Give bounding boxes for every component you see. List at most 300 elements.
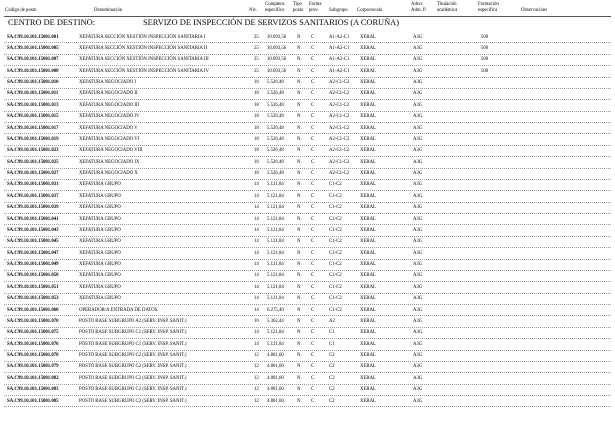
cell-niv: 18 bbox=[254, 91, 259, 97]
cell-adscr: A3G bbox=[413, 68, 423, 74]
cell-denominacion: POSTO BASE SUBGRUPO C2 (SERV. INSP. SANIT.) bbox=[79, 353, 187, 359]
cell-corpo: XERAL bbox=[360, 330, 376, 336]
table-row bbox=[4, 123, 611, 134]
table-row bbox=[4, 237, 611, 248]
cell-tipo: N bbox=[297, 91, 301, 97]
cell-subgrupo: A2 bbox=[329, 318, 335, 324]
cell-denominacion: XEFATURA NEGOCIADO X bbox=[79, 171, 138, 177]
cell-forma: C bbox=[311, 125, 315, 131]
cell-adscr: A3G bbox=[413, 364, 423, 370]
cell-complemento: 5.121,84 bbox=[267, 182, 284, 188]
cell-forma: C bbox=[311, 34, 315, 40]
cell-corpo: XERAL bbox=[360, 193, 376, 199]
cell-codigo: SA.C99.10.101.15001.041 bbox=[7, 216, 59, 222]
table-row bbox=[4, 214, 611, 225]
cell-complemento: 5.121,84 bbox=[267, 273, 284, 279]
cell-codigo: SA.C99.10.101.15001.050 bbox=[7, 273, 59, 279]
cell-codigo: SA.C99.10.101.15001.031 bbox=[7, 182, 59, 188]
cell-corpo: XERAL bbox=[360, 284, 376, 290]
cell-complemento: 5.526,48 bbox=[267, 159, 284, 165]
cell-subgrupo: C2 bbox=[329, 375, 335, 381]
cell-denominacion: XEFATURA NEGOCIADO V bbox=[79, 125, 138, 131]
cell-adscr: A3G bbox=[413, 307, 423, 313]
table-row bbox=[4, 260, 611, 271]
cell-complemento: 5.121,84 bbox=[267, 284, 284, 290]
cell-forma: C bbox=[311, 227, 315, 233]
cell-subgrupo: C1-C2 bbox=[329, 273, 342, 279]
cell-denominacion: POSTO BASE SUBGRUPO C1 (SERV. INSP. SANIT.) bbox=[79, 341, 187, 347]
cell-adscr: A3G bbox=[413, 148, 423, 154]
header-tipo-line2: posto bbox=[293, 8, 304, 13]
cell-niv: 14 bbox=[254, 205, 259, 211]
cell-corpo: XERAL bbox=[360, 182, 376, 188]
cell-adscr: A3G bbox=[413, 80, 423, 86]
cell-tipo: N bbox=[297, 239, 301, 245]
cell-subgrupo: A1-A2-C1 bbox=[329, 34, 350, 40]
cell-codigo: SA.C99.10.101.15001.049 bbox=[7, 262, 59, 268]
cell-denominacion: OPERADOR/A ENTRADA DE DATOS bbox=[79, 307, 158, 313]
cell-corpo: XERAL bbox=[360, 273, 376, 279]
cell-tipo: N bbox=[297, 125, 301, 131]
cell-complemento: 5.526,48 bbox=[267, 91, 284, 97]
centro-de-destino bbox=[4, 18, 611, 30]
cell-adscr: A3G bbox=[413, 159, 423, 165]
cell-adscr: A3G bbox=[413, 45, 423, 51]
cell-tipo: N bbox=[297, 57, 301, 63]
cell-niv: 14 bbox=[254, 239, 259, 245]
header-codigo: Código de posto bbox=[5, 8, 37, 13]
cell-tipo: N bbox=[297, 68, 301, 74]
cell-niv: 25 bbox=[254, 34, 259, 40]
cell-niv: 14 bbox=[254, 216, 259, 222]
cell-corpo: XERAL bbox=[360, 250, 376, 256]
cell-tipo: N bbox=[297, 273, 301, 279]
cell-tipo: N bbox=[297, 34, 301, 40]
cell-denominacion: XEFATURA GRUPO bbox=[79, 182, 121, 188]
cell-forma: C bbox=[311, 262, 315, 268]
cell-denominacion: XEFATURA NEGOCIADO VI bbox=[79, 136, 140, 142]
cell-codigo: SA.C99.10.101.15001.008 bbox=[7, 68, 59, 74]
cell-formacion: 500 bbox=[481, 57, 489, 63]
cell-codigo: SA.C99.10.101.15001.025 bbox=[7, 159, 59, 165]
cell-corpo: XERAL bbox=[360, 45, 376, 51]
cell-codigo: SA.C99.10.101.15001.037 bbox=[7, 193, 59, 199]
cell-denominacion: XEFATURA GRUPO bbox=[79, 296, 121, 302]
cell-corpo: XERAL bbox=[360, 387, 376, 393]
cell-adscr: A3G bbox=[413, 341, 423, 347]
cell-subgrupo: C2 bbox=[329, 387, 335, 393]
cell-niv: 14 bbox=[254, 296, 259, 302]
table-row bbox=[4, 203, 611, 214]
cell-complemento: 4.881,60 bbox=[267, 398, 284, 404]
table-header bbox=[0, 0, 615, 17]
cell-niv: 12 bbox=[254, 398, 259, 404]
cell-codigo: SA.C99.10.101.15001.085 bbox=[7, 398, 59, 404]
cell-corpo: XERAL bbox=[360, 296, 376, 302]
cell-denominacion: XEFATURA GRUPO bbox=[79, 216, 121, 222]
cell-adscr: A3G bbox=[413, 102, 423, 108]
cell-tipo: N bbox=[297, 159, 301, 165]
cell-corpo: XERAL bbox=[360, 68, 376, 74]
cell-subgrupo: A2-C1-C2 bbox=[329, 171, 350, 177]
cell-niv: 14 bbox=[254, 330, 259, 336]
cell-subgrupo: C1-C2 bbox=[329, 250, 342, 256]
cell-forma: C bbox=[311, 239, 315, 245]
cell-niv: 25 bbox=[254, 45, 259, 51]
cell-subgrupo: C1-C2 bbox=[329, 284, 342, 290]
cell-denominacion: POSTO BASE SUBGRUPO C2 (SERV. INSP. SANIT.) bbox=[79, 398, 187, 404]
cell-subgrupo: A1-A2-C1 bbox=[329, 45, 350, 51]
cell-tipo: N bbox=[297, 80, 301, 86]
cell-denominacion: XEFATURA NEGOCIADO III bbox=[79, 102, 140, 108]
cell-corpo: XERAL bbox=[360, 216, 376, 222]
cell-complemento: 5.526,48 bbox=[267, 136, 284, 142]
cell-denominacion: XEFATURA SECCIÓN XESTIÓN INSPECCIÓN SANITARIA II bbox=[79, 45, 208, 51]
cell-denominacion: POSTO BASE SUBGRUPO C2 (SERV. INSP. SANIT.) bbox=[79, 364, 187, 370]
cell-complemento: 5.121,84 bbox=[267, 205, 284, 211]
cell-corpo: XERAL bbox=[360, 262, 376, 268]
cell-adscr: A3G bbox=[413, 114, 423, 120]
cell-forma: C bbox=[311, 364, 315, 370]
cell-denominacion: XEFATURA GRUPO bbox=[79, 273, 121, 279]
cell-complemento: 5.121,84 bbox=[267, 296, 284, 302]
cell-forma: C bbox=[311, 398, 315, 404]
header-forma-line1: Forma bbox=[309, 2, 322, 7]
header-forma-line2: prov. bbox=[309, 8, 319, 13]
cell-tipo: N bbox=[297, 216, 301, 222]
table-body bbox=[4, 32, 611, 407]
table-row bbox=[4, 373, 611, 384]
header-denominacion: Denominación bbox=[94, 8, 123, 13]
cell-forma: C bbox=[311, 136, 315, 142]
cell-adscr: A3G bbox=[413, 136, 423, 142]
header-titulacion-line1: Titulación bbox=[437, 2, 457, 7]
cell-niv: 25 bbox=[254, 57, 259, 63]
cell-niv: 14 bbox=[254, 227, 259, 233]
cell-adscr: A3G bbox=[413, 205, 423, 211]
cell-formacion: 500 bbox=[481, 68, 489, 74]
table-row bbox=[4, 351, 611, 362]
cell-tipo: N bbox=[297, 148, 301, 154]
cell-complemento: 5.121,84 bbox=[267, 239, 284, 245]
cell-complemento: 5.121,84 bbox=[267, 193, 284, 199]
cell-tipo: N bbox=[297, 364, 301, 370]
cell-forma: C bbox=[311, 91, 315, 97]
cell-subgrupo: A2-C1-C2 bbox=[329, 159, 350, 165]
table-row bbox=[4, 180, 611, 191]
cell-forma: C bbox=[311, 387, 315, 393]
cell-denominacion: POSTO BASE SUBGRUPO C2 (SERV. INSP. SANIT.) bbox=[79, 387, 187, 393]
cell-codigo: SA.C99.10.101.15001.019 bbox=[7, 136, 59, 142]
cell-corpo: XERAL bbox=[360, 171, 376, 177]
cell-forma: C bbox=[311, 375, 315, 381]
cell-corpo: XERAL bbox=[360, 318, 376, 324]
cell-niv: 14 bbox=[254, 284, 259, 290]
cell-subgrupo: C1-C2 bbox=[329, 216, 342, 222]
cell-niv: 25 bbox=[254, 68, 259, 74]
cell-corpo: XERAL bbox=[360, 136, 376, 142]
cell-codigo: SA.C99.10.101.15001.078 bbox=[7, 353, 59, 359]
cell-subgrupo: A2-C1-C2 bbox=[329, 114, 350, 120]
table-row bbox=[4, 362, 611, 373]
cell-tipo: N bbox=[297, 387, 301, 393]
cell-complemento: 5.526,48 bbox=[267, 148, 284, 154]
cell-niv: 14 bbox=[254, 273, 259, 279]
cell-codigo: SA.C99.10.101.15001.023 bbox=[7, 148, 59, 154]
cell-codigo: SA.C99.10.101.15001.011 bbox=[7, 91, 59, 97]
cell-subgrupo: C1 bbox=[329, 330, 335, 336]
cell-tipo: N bbox=[297, 182, 301, 188]
cell-niv: 12 bbox=[254, 353, 259, 359]
cell-complemento: 10.093,56 bbox=[267, 57, 287, 63]
cell-niv: 18 bbox=[254, 171, 259, 177]
cell-tipo: N bbox=[297, 375, 301, 381]
cell-adscr: A3G bbox=[413, 91, 423, 97]
cell-codigo: SA.C99.10.101.15001.010 bbox=[7, 80, 59, 86]
header-complemento-line1: Complem. bbox=[265, 2, 286, 7]
table-row bbox=[4, 43, 611, 54]
cell-forma: C bbox=[311, 114, 315, 120]
cell-forma: C bbox=[311, 341, 315, 347]
cell-denominacion: XEFATURA GRUPO bbox=[79, 205, 121, 211]
centro-label: CENTRO DE DESTINO: bbox=[8, 18, 96, 27]
table-row bbox=[4, 271, 611, 282]
cell-tipo: N bbox=[297, 102, 301, 108]
header-observacions: Observacións bbox=[521, 8, 548, 13]
cell-niv: 18 bbox=[254, 80, 259, 86]
header-corpo: Corpo/escala bbox=[357, 8, 383, 13]
cell-tipo: N bbox=[297, 136, 301, 142]
cell-niv: 14 bbox=[254, 250, 259, 256]
cell-complemento: 10.093,56 bbox=[267, 34, 287, 40]
cell-forma: C bbox=[311, 182, 315, 188]
cell-tipo: N bbox=[297, 341, 301, 347]
cell-subgrupo: A2-C1-C2 bbox=[329, 91, 350, 97]
cell-denominacion: XEFATURA GRUPO bbox=[79, 250, 121, 256]
cell-adscr: A3G bbox=[413, 239, 423, 245]
cell-forma: C bbox=[311, 159, 315, 165]
cell-niv: 18 bbox=[254, 148, 259, 154]
cell-corpo: XERAL bbox=[360, 80, 376, 86]
cell-complemento: 5.121,84 bbox=[267, 262, 284, 268]
cell-corpo: XERAL bbox=[360, 227, 376, 233]
cell-forma: C bbox=[311, 57, 315, 63]
cell-codigo: SA.C99.10.101.15001.015 bbox=[7, 114, 59, 120]
cell-tipo: N bbox=[297, 171, 301, 177]
table-row bbox=[4, 100, 611, 111]
cell-tipo: N bbox=[297, 114, 301, 120]
table-row bbox=[4, 385, 611, 396]
cell-codigo: SA.C99.10.101.15001.017 bbox=[7, 125, 59, 131]
cell-corpo: XERAL bbox=[360, 148, 376, 154]
cell-corpo: XERAL bbox=[360, 398, 376, 404]
cell-subgrupo: C1-C2 bbox=[329, 239, 342, 245]
cell-denominacion: XEFATURA GRUPO bbox=[79, 227, 121, 233]
cell-adscr: A3G bbox=[413, 216, 423, 222]
table-row bbox=[4, 89, 611, 100]
cell-codigo: SA.C99.10.101.15001.053 bbox=[7, 296, 59, 302]
cell-corpo: XERAL bbox=[360, 239, 376, 245]
header-complemento-line2: especifico bbox=[265, 8, 285, 13]
cell-subgrupo: A2-C1-C2 bbox=[329, 125, 350, 131]
header-formacion-line1: Formación bbox=[478, 2, 499, 7]
cell-codigo: SA.C99.10.101.15001.027 bbox=[7, 171, 59, 177]
cell-codigo: SA.C99.10.101.15001.005 bbox=[7, 45, 59, 51]
cell-niv: 14 bbox=[254, 182, 259, 188]
cell-forma: C bbox=[311, 205, 315, 211]
cell-complemento: 5.526,48 bbox=[267, 114, 284, 120]
table-row bbox=[4, 169, 611, 180]
cell-corpo: XERAL bbox=[360, 102, 376, 108]
header-subgrupo: Subgrupo bbox=[329, 8, 348, 13]
cell-denominacion: POSTO BASE SUBGRUPO C2 (SERV. INSP. SANIT.) bbox=[79, 375, 187, 381]
cell-corpo: XERAL bbox=[360, 205, 376, 211]
cell-corpo: XERAL bbox=[360, 307, 376, 313]
cell-forma: C bbox=[311, 216, 315, 222]
cell-tipo: N bbox=[297, 262, 301, 268]
cell-codigo: SA.C99.10.101.15001.007 bbox=[7, 57, 59, 63]
table-row bbox=[4, 396, 611, 407]
cell-denominacion: XEFATURA NEGOCIADO VIII bbox=[79, 148, 143, 154]
table-row bbox=[4, 66, 611, 77]
table-row bbox=[4, 78, 611, 89]
cell-niv: 12 bbox=[254, 375, 259, 381]
cell-codigo: SA.C99.10.101.15001.051 bbox=[7, 284, 59, 290]
cell-corpo: XERAL bbox=[360, 375, 376, 381]
cell-subgrupo: A2-C1-C2 bbox=[329, 148, 350, 154]
cell-codigo: SA.C99.10.101.15001.075 bbox=[7, 330, 59, 336]
table-row bbox=[4, 157, 611, 168]
cell-complemento: 5.121,84 bbox=[267, 341, 284, 347]
cell-niv: 14 bbox=[254, 307, 259, 313]
cell-subgrupo: C1-C2 bbox=[329, 296, 342, 302]
cell-codigo: SA.C99.10.101.15001.070 bbox=[7, 318, 59, 324]
table-row bbox=[4, 328, 611, 339]
cell-corpo: XERAL bbox=[360, 125, 376, 131]
cell-forma: C bbox=[311, 250, 315, 256]
cell-denominacion: POSTO BASE SUBGRUPO A2 (SERV. INSP. SANIT.) bbox=[79, 318, 187, 324]
table-row bbox=[4, 305, 611, 316]
cell-niv: 14 bbox=[254, 262, 259, 268]
table-row bbox=[4, 316, 611, 327]
header-niv: Niv. bbox=[249, 8, 258, 13]
cell-denominacion: XEFATURA NEGOCIADO I bbox=[79, 80, 136, 86]
cell-subgrupo: C1 bbox=[329, 341, 335, 347]
header-tipo-line1: Tipo bbox=[293, 2, 302, 7]
cell-niv: 18 bbox=[254, 125, 259, 131]
cell-codigo: SA.C99.10.101.15001.047 bbox=[7, 250, 59, 256]
cell-codigo: SA.C99.10.101.15001.060 bbox=[7, 307, 59, 313]
table-row bbox=[4, 339, 611, 350]
cell-adscr: A3G bbox=[413, 353, 423, 359]
cell-tipo: N bbox=[297, 205, 301, 211]
table-row bbox=[4, 282, 611, 293]
cell-tipo: N bbox=[297, 250, 301, 256]
cell-niv: 14 bbox=[254, 193, 259, 199]
cell-corpo: XERAL bbox=[360, 364, 376, 370]
cell-forma: C bbox=[311, 353, 315, 359]
cell-codigo: SA.C99.10.101.15001.043 bbox=[7, 227, 59, 233]
cell-adscr: A3G bbox=[413, 387, 423, 393]
cell-complemento: 10.093,56 bbox=[267, 68, 287, 74]
header-adscr-line1: Adscr. bbox=[411, 2, 424, 7]
cell-complemento: 4.881,60 bbox=[267, 375, 284, 381]
cell-forma: C bbox=[311, 193, 315, 199]
cell-subgrupo: C1-C2 bbox=[329, 262, 342, 268]
cell-adscr: A3G bbox=[413, 330, 423, 336]
cell-subgrupo: C1-C2 bbox=[329, 182, 342, 188]
cell-complemento: 10.093,56 bbox=[267, 45, 287, 51]
cell-adscr: A3G bbox=[413, 273, 423, 279]
cell-denominacion: XEFATURA SECCIÓN XESTIÓN INSPECCIÓN SANITARIA IV bbox=[79, 68, 209, 74]
table-row bbox=[4, 134, 611, 145]
table-row bbox=[4, 191, 611, 202]
cell-adscr: A3G bbox=[413, 296, 423, 302]
table-row bbox=[4, 294, 611, 305]
cell-complemento: 5.526,48 bbox=[267, 171, 284, 177]
cell-complemento: 6.275,40 bbox=[267, 307, 284, 313]
table-row bbox=[4, 112, 611, 123]
header-adscr-line2: Adm. P. bbox=[411, 8, 427, 13]
cell-subgrupo: C2 bbox=[329, 353, 335, 359]
cell-forma: C bbox=[311, 307, 315, 313]
cell-complemento: 5.121,84 bbox=[267, 250, 284, 256]
cell-subgrupo: C2 bbox=[329, 364, 335, 370]
cell-denominacion: XEFATURA NEGOCIADO IV bbox=[79, 114, 140, 120]
cell-complemento: 5.121,84 bbox=[267, 330, 284, 336]
cell-forma: C bbox=[311, 296, 315, 302]
cell-denominacion: XEFATURA SECCIÓN XESTIÓN INSPECCIÓN SANITARIA III bbox=[79, 57, 209, 63]
cell-adscr: A3G bbox=[413, 318, 423, 324]
cell-forma: C bbox=[311, 68, 315, 74]
cell-adscr: A3G bbox=[413, 34, 423, 40]
cell-tipo: N bbox=[297, 296, 301, 302]
table-row bbox=[4, 146, 611, 157]
cell-forma: C bbox=[311, 284, 315, 290]
cell-codigo: SA.C99.10.101.15001.013 bbox=[7, 102, 59, 108]
cell-denominacion: XEFATURA GRUPO bbox=[79, 193, 121, 199]
cell-adscr: A3G bbox=[413, 182, 423, 188]
cell-adscr: A3G bbox=[413, 398, 423, 404]
cell-subgrupo: A2-C1-C2 bbox=[329, 136, 350, 142]
cell-codigo: SA.C99.10.101.15001.076 bbox=[7, 341, 59, 347]
cell-complemento: 5.362,44 bbox=[267, 318, 284, 324]
cell-adscr: A3G bbox=[413, 227, 423, 233]
cell-corpo: XERAL bbox=[360, 341, 376, 347]
cell-tipo: N bbox=[297, 284, 301, 290]
cell-complemento: 5.121,84 bbox=[267, 227, 284, 233]
cell-forma: C bbox=[311, 171, 315, 177]
cell-subgrupo: C1-C2 bbox=[329, 227, 342, 233]
cell-subgrupo: A1-A2-C1 bbox=[329, 68, 350, 74]
cell-denominacion: XEFATURA GRUPO bbox=[79, 284, 121, 290]
table-row bbox=[4, 248, 611, 259]
cell-corpo: XERAL bbox=[360, 91, 376, 97]
cell-niv: 18 bbox=[254, 102, 259, 108]
cell-forma: C bbox=[311, 318, 315, 324]
cell-corpo: XERAL bbox=[360, 159, 376, 165]
cell-tipo: N bbox=[297, 318, 301, 324]
cell-complemento: 4.881,60 bbox=[267, 387, 284, 393]
table-row bbox=[4, 55, 611, 66]
cell-complemento: 5.526,48 bbox=[267, 80, 284, 86]
cell-niv: 18 bbox=[254, 136, 259, 142]
cell-forma: C bbox=[311, 273, 315, 279]
cell-codigo: SA.C99.10.101.15001.082 bbox=[7, 375, 59, 381]
cell-formacion: 500 bbox=[481, 34, 489, 40]
cell-subgrupo: A2-C1-C2 bbox=[329, 80, 350, 86]
cell-subgrupo: A1-A2-C1 bbox=[329, 57, 350, 63]
